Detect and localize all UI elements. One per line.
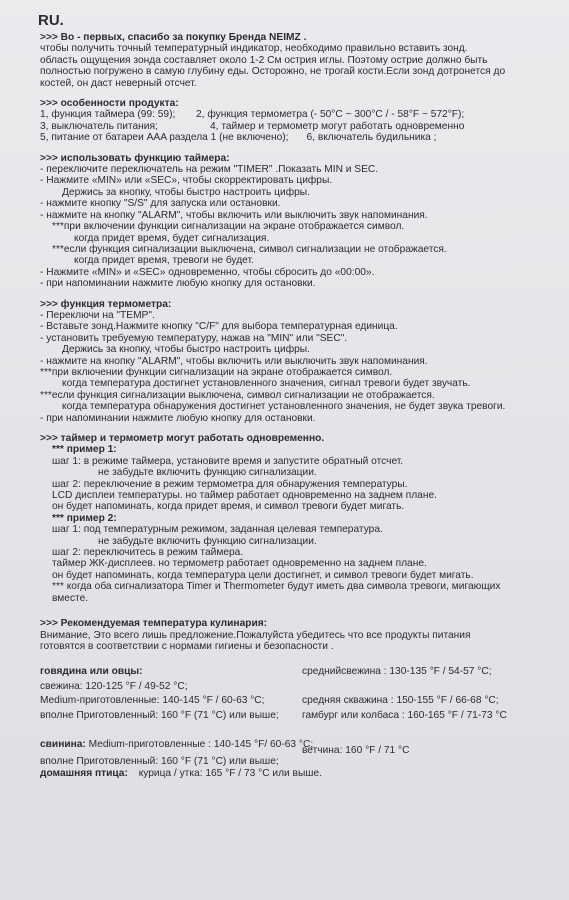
timer-line: Держись за кнопку, чтобы быстро настроить цифры. — [62, 186, 310, 198]
feature-item: 6, включатель будильника ; — [306, 132, 437, 144]
beef-rare: свежина: 120-125 °F / 49-52 °C; — [40, 680, 188, 692]
intro-line: чтобы получить точный температурный индикатор, необходимо правильно вставить зонд. — [40, 43, 468, 55]
recommended-line: Внимание, Это всего лишь предложение.Пожалуйста убедитесь что все продукты питания — [40, 629, 471, 641]
beef-label: говядина или овцы: — [40, 666, 143, 678]
feature-item: 3, выключатель питания; — [40, 120, 158, 132]
thermometer-line: Держись за кнопку, чтобы быстро настроить цифры. — [62, 344, 310, 356]
simultaneous-section — [40, 433, 557, 604]
feature-item: 5, питание от батареи AAA раздела 1 (не включено); — [40, 132, 289, 144]
feature-item: 4, таймер и термометр могут работать одновременно — [210, 120, 465, 132]
timer-line: когда придет время, будет сигнализация. — [74, 232, 270, 244]
feature-item: 2, функция термометра (- 50°C ~ 300°C / - 58°F ~ 572°F); — [196, 109, 465, 121]
timer-heading: >>> использовать функцию таймера: — [40, 152, 230, 164]
timer-section — [40, 153, 557, 290]
pork-ham: ветчина: 160 °F / 71 °C — [302, 744, 410, 756]
thermometer-line: когда температура достигнет установленного значения, сигнал тревоги будет звучать. — [62, 378, 471, 390]
beef-well-done: вполне Приготовленный: 160 °F (71 °C) или выше; — [40, 709, 279, 721]
example-line: не забудьте включить функцию сигнализации. — [98, 467, 317, 479]
timer-line: - Нажмите «MIN» и «SEC» одновременно, чтобы сбросить до «00:00». — [40, 267, 557, 278]
example-line: он будет напоминать, когда температура цели достигнет, и символ тревоги будет мигать. — [52, 569, 474, 581]
recommended-heading: >>> Рекомендуемая температура кулинария: — [40, 618, 268, 630]
example-line: он будет напоминать, когда придет время, и символ тревоги будет мигать. — [52, 501, 405, 513]
example-1-title: *** пример 1: — [52, 444, 117, 456]
timer-line: ***если функция сигнализации выключена, символ сигнализации не отображается. — [52, 243, 447, 255]
feature-item: 1, функция таймера (99: 59); — [40, 109, 176, 121]
beef-medium-rare: среднийсвежина : 130-135 °F / 54-57 °C; — [302, 666, 492, 678]
thermometer-line: - Переключи на "TEMP". — [40, 310, 557, 321]
example-line: шаг 1: под температурным режимом, заданная целевая температура. — [52, 524, 383, 536]
pork-well-done: вполне Приготовленный: 160 °F (71 °C) или выше; — [40, 756, 279, 768]
example-line: шаг 2: переключитесь в режим таймера. — [52, 547, 244, 559]
beef-medium-well: средняя скважина : 150-155 °F / 66-68 °C; — [302, 695, 499, 707]
example-line: шаг 2: переключение в режим термометра для обнаружения температуры. — [52, 478, 408, 490]
beef-spacer — [302, 681, 557, 692]
beef-temps — [40, 666, 557, 721]
intro-heading: >>> Во - первых, спасибо за покупку Бренда NEIMZ . — [40, 32, 307, 43]
pork-medium: Medium-приготовленные : 140-145 °F/ 60-63 °C; — [88, 738, 314, 750]
poultry-value: курица / утка: 165 °F / 73 °C или выше. — [138, 767, 322, 779]
timer-line: - нажмите на кнопку "ALARM", чтобы включить или выключить звук напоминания. — [40, 210, 557, 221]
features-heading: >>> особенности продукта: — [40, 98, 179, 110]
thermometer-line: ***если функция сигнализации выключена, символ сигнализации не отображается. — [40, 389, 435, 401]
intro-line: область ощущения зонда составляет около 1-2 См острия иглы. Поэтому острие должно быть — [40, 54, 488, 66]
pork-label: свинина: — [40, 738, 86, 750]
thermometer-line: - установить требуемую температуру, нажав на "MIN" или "SEC". — [40, 333, 557, 344]
thermometer-line: - нажмите на кнопку "ALARM", чтобы включить или выключить звук напоминания. — [40, 356, 557, 367]
timer-line: ***при включении функции сигнализации на экране отображается символ. — [52, 221, 405, 233]
timer-line: - переключите переключатель на режим "TIMER" .Показать MIN и SEC. — [40, 164, 557, 175]
example-line: не забудьте включить функцию сигнализации. — [98, 535, 317, 547]
thermometer-line: - при напоминании нажмите любую кнопку для остановки. — [40, 413, 557, 424]
beef-burger: гамбург или колбаса : 160-165 °F / 71-73 °C — [302, 709, 507, 721]
example-line: таймер ЖК-дисплеев. но термометр работает одновременно на заднем плане. — [52, 558, 427, 570]
example-line: *** когда оба сигнализатора Timer и Thermometer будут иметь два символа тревоги, мигающих — [52, 581, 501, 593]
language-title: RU. — [38, 12, 64, 29]
features-list — [40, 109, 557, 132]
features-last-row — [40, 132, 557, 143]
recommended-line: готовятся в соответствии с нормами гигиены и безопасности . — [40, 640, 334, 652]
intro-line: костей, он даст неверный отсчет. — [40, 77, 197, 89]
thermometer-heading: >>> функция термометра: — [40, 298, 172, 310]
thermometer-line: ***при включении функции сигнализации на экране отображается символ. — [40, 366, 393, 378]
timer-line: - при напоминании нажмите любую кнопку для остановки. — [40, 278, 557, 289]
features-section — [40, 98, 557, 144]
thermometer-section — [40, 299, 557, 424]
example-line: шаг 1: в режиме таймера, установите время и запустите обратный отсчет. — [52, 455, 404, 467]
example-line: LCD дисплеи температуры. но таймер работает одновременно на заднем плане. — [52, 490, 437, 502]
example-2-title: *** пример 2: — [52, 512, 117, 524]
timer-line: - Нажмите «MIN» или «SEC», чтобы скорректировать цифры. — [40, 175, 557, 186]
timer-line: когда придет время, тревоги не будет. — [74, 255, 254, 267]
intro-section — [40, 32, 557, 89]
thermometer-line: - Вставьте зонд.Нажмите кнопку "C/F" для выбора температурная единица. — [40, 321, 557, 332]
thermometer-line: когда температура обнаружения достигнет установленного значения, не будет звука тревоги. — [62, 401, 506, 413]
timer-line: - нажмите кнопку "S/S" для запуска или остановки. — [40, 198, 557, 209]
simultaneous-heading: >>> таймер и термометр могут работать одновременно. — [40, 433, 325, 444]
pork-temps — [40, 739, 557, 756]
intro-line: полностью погружено в самую глубину еды. Осторожно, не трогай кости.Если зонд дотронется до — [40, 66, 506, 78]
recommended-section — [40, 618, 557, 652]
poultry-label: домашняя птица: — [40, 767, 128, 779]
example-line: вместе. — [52, 592, 89, 604]
beef-medium: Medium-приготовленные: 140-145 °F / 60-63 °C; — [40, 695, 265, 707]
